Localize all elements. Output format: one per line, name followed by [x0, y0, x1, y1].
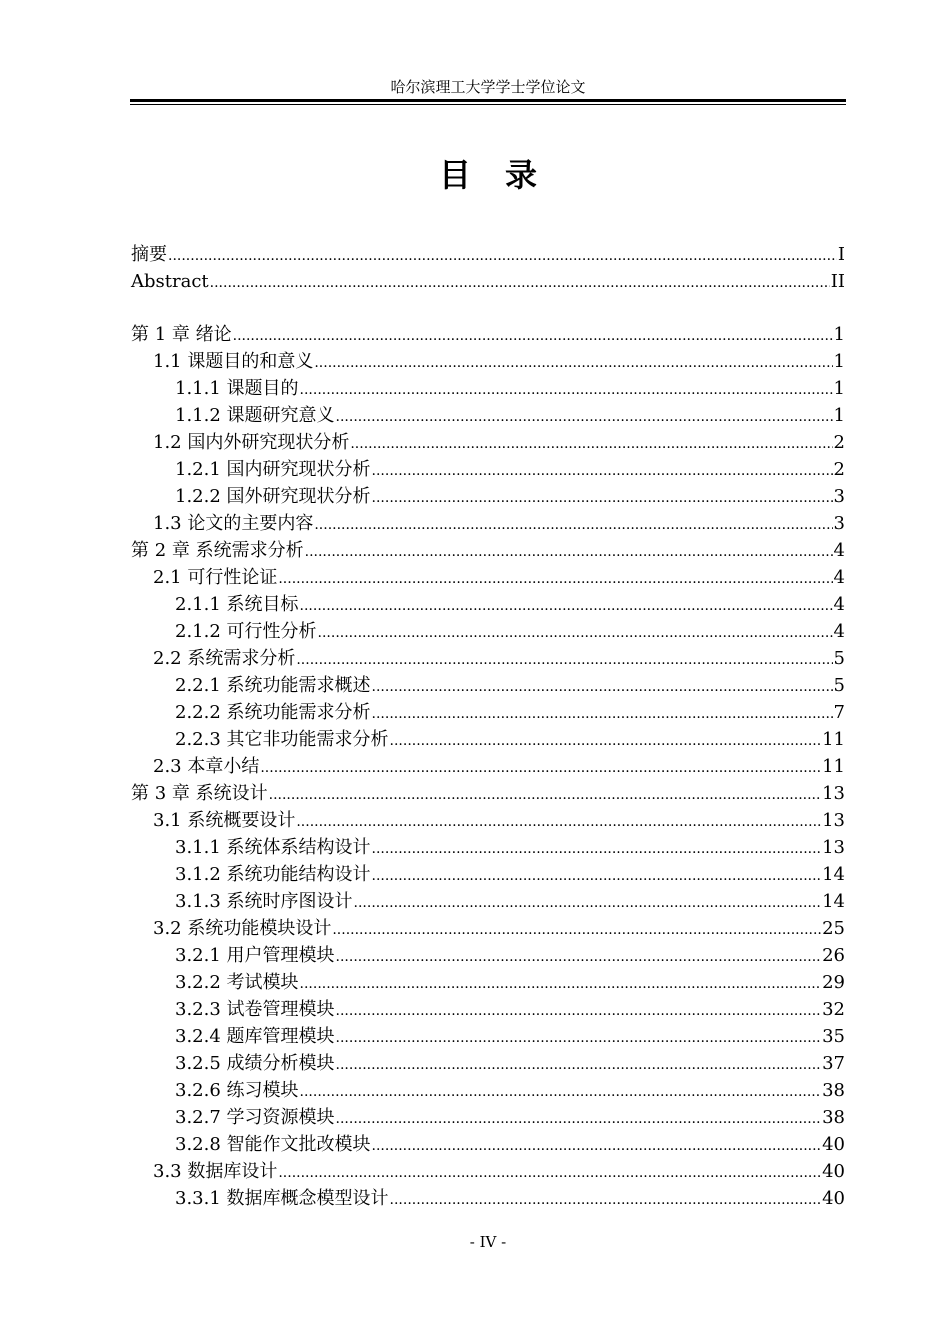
toc-entry-label: 1.1.2 课题研究意义 [175, 405, 335, 426]
toc-entry-page: 11 [822, 729, 845, 750]
toc-entry-page: 14 [822, 891, 845, 912]
toc-entry-label: 3.3 数据库设计 [153, 1161, 278, 1182]
toc-entry[interactable] [131, 726, 845, 753]
toc-entry-label: 3.2.4 题库管理模块 [175, 1026, 335, 1047]
toc-leader-dots [269, 782, 821, 809]
toc-leader-dots [336, 1052, 822, 1079]
toc-entry[interactable] [131, 348, 845, 375]
toc-entry-page: 1 [833, 378, 845, 399]
toc-entry[interactable] [131, 942, 845, 969]
toc-entry-label: 1.2 国内外研究现状分析 [153, 432, 350, 453]
header-rule-thick [130, 99, 846, 102]
toc-leader-dots [296, 647, 832, 674]
toc-entry-label: 摘要 [131, 244, 167, 265]
toc-leader-dots [372, 836, 822, 863]
toc-leader-dots [233, 323, 833, 350]
toc-entry[interactable] [131, 861, 845, 888]
toc-entry[interactable] [131, 645, 845, 672]
toc-entry-page: 2 [833, 432, 845, 453]
toc-entry-page: 13 [822, 783, 845, 804]
toc-entry-label: Abstract [131, 271, 209, 292]
toc-entry-label: 1.1 课题目的和意义 [153, 351, 314, 372]
toc-entry-label: 3.1.2 系统功能结构设计 [175, 864, 371, 885]
toc-entry[interactable] [131, 591, 845, 618]
toc-entry-page: 7 [833, 702, 845, 723]
toc-entry-page: 5 [833, 675, 845, 696]
page-title [130, 150, 846, 196]
toc-leader-dots [372, 701, 833, 728]
toc-leader-dots [300, 971, 822, 998]
toc-entry-page: 3 [833, 486, 845, 507]
toc-entry[interactable] [131, 969, 845, 996]
toc-entry-label: 2.2.2 系统功能需求分析 [175, 702, 371, 723]
toc-entry-label: 3.2.5 成绩分析模块 [175, 1053, 335, 1074]
toc-leader-dots [390, 728, 822, 755]
toc-entry-label: 2.3 本章小结 [153, 756, 260, 777]
toc-leader-dots [336, 1106, 822, 1133]
toc-entry-label: 2.2.3 其它非功能需求分析 [175, 729, 389, 750]
toc-entry-page: 40 [822, 1134, 845, 1155]
toc-entry-label: 3.2.8 智能作文批改模块 [175, 1134, 371, 1155]
toc-leader-dots [318, 620, 833, 647]
toc-entry-page: 1 [833, 324, 845, 345]
toc-leader-dots [350, 431, 832, 458]
toc-entry[interactable] [131, 834, 845, 861]
toc-entry-label: 第 2 章 系统需求分析 [131, 540, 304, 561]
toc-leader-dots [372, 485, 833, 512]
toc-entry-label: 1.3 论文的主要内容 [153, 513, 314, 534]
toc-leader-dots [278, 1160, 821, 1187]
toc-entry-page: 38 [822, 1080, 845, 1101]
toc-entry-page: 35 [822, 1026, 845, 1047]
toc-entry-page: 4 [833, 594, 845, 615]
toc-entry-page: 1 [833, 405, 845, 426]
toc-entry-label: 3.1.3 系统时序图设计 [175, 891, 353, 912]
toc-entry-label: 2.1.1 系统目标 [175, 594, 299, 615]
table-of-contents [131, 241, 845, 1212]
toc-entry[interactable] [131, 537, 845, 564]
toc-entry-label: 2.1.2 可行性分析 [175, 621, 317, 642]
toc-entry[interactable] [131, 699, 845, 726]
toc-entry-page: 25 [822, 918, 845, 939]
toc-entry-label: 1.2.1 国内研究现状分析 [175, 459, 371, 480]
title-char-1: 目 [438, 156, 471, 194]
toc-entry-page: 37 [822, 1053, 845, 1074]
toc-entry[interactable] [131, 375, 845, 402]
toc-entry[interactable] [131, 1131, 845, 1158]
toc-entry-page: 4 [833, 540, 845, 561]
toc-leader-dots [305, 539, 833, 566]
toc-entry-label: 1.2.2 国外研究现状分析 [175, 486, 371, 507]
toc-leader-dots [300, 1079, 822, 1106]
toc-entry[interactable] [131, 1104, 845, 1131]
toc-entry[interactable] [131, 996, 845, 1023]
toc-entry-page: I [837, 244, 845, 265]
toc-entry[interactable] [131, 564, 845, 591]
toc-leader-dots [372, 674, 833, 701]
toc-entry-label: 3.2.2 考试模块 [175, 972, 299, 993]
page-number: - IV - [469, 1233, 507, 1251]
toc-leader-dots [260, 755, 821, 782]
toc-leader-dots [336, 998, 822, 1025]
toc-entry[interactable] [131, 1077, 845, 1104]
toc-leader-dots [210, 270, 830, 297]
toc-leader-dots [332, 917, 821, 944]
toc-entry[interactable] [131, 483, 845, 510]
toc-entry-page: 3 [833, 513, 845, 534]
toc-entry-label: 3.2.3 试卷管理模块 [175, 999, 335, 1020]
toc-leader-dots [168, 243, 837, 270]
toc-leader-dots [336, 404, 833, 431]
toc-entry[interactable] [131, 672, 845, 699]
toc-entry-label: 3.2 系统功能模块设计 [153, 918, 332, 939]
toc-leader-dots [336, 1025, 822, 1052]
toc-leader-dots [300, 593, 833, 620]
toc-entry-page: 13 [822, 837, 845, 858]
toc-entry[interactable] [131, 888, 845, 915]
toc-entry-label: 3.1.1 系统体系结构设计 [175, 837, 371, 858]
toc-entry-label: 第 3 章 系统设计 [131, 783, 268, 804]
header-rule-thin [130, 104, 846, 105]
toc-entry-page: 38 [822, 1107, 845, 1128]
toc-entry-label: 2.2 系统需求分析 [153, 648, 296, 669]
toc-leader-dots [372, 863, 822, 890]
toc-entry-page: 1 [833, 351, 845, 372]
toc-entry[interactable] [131, 268, 845, 295]
toc-entry-page: 26 [822, 945, 845, 966]
toc-entry-label: 第 1 章 绪论 [131, 324, 232, 345]
toc-entry[interactable] [131, 1023, 845, 1050]
toc-leader-dots [300, 377, 833, 404]
toc-entry-label: 3.2.1 用户管理模块 [175, 945, 335, 966]
toc-leader-dots [296, 809, 821, 836]
toc-entry-page: II [830, 271, 845, 292]
toc-entry[interactable] [131, 753, 845, 780]
toc-entry[interactable] [131, 1185, 845, 1212]
toc-entry[interactable] [131, 915, 845, 942]
toc-entry-label: 3.1 系统概要设计 [153, 810, 296, 831]
toc-leader-dots [314, 512, 832, 539]
toc-entry[interactable] [131, 618, 845, 645]
toc-entry-page: 2 [833, 459, 845, 480]
toc-entry[interactable] [131, 807, 845, 834]
toc-entry[interactable] [131, 241, 845, 268]
toc-entry-label: 1.1.1 课题目的 [175, 378, 299, 399]
toc-entry-page: 14 [822, 864, 845, 885]
toc-entry[interactable] [131, 429, 845, 456]
toc-entry-label: 3.2.7 学习资源模块 [175, 1107, 335, 1128]
toc-entry-label: 3.3.1 数据库概念模型设计 [175, 1188, 389, 1209]
toc-entry[interactable] [131, 780, 845, 807]
toc-entry[interactable] [131, 510, 845, 537]
toc-entry[interactable] [131, 1050, 845, 1077]
toc-entry-page: 5 [833, 648, 845, 669]
running-header: 哈尔滨理工大学学士学位论文 [390, 78, 586, 96]
toc-entry-page: 40 [822, 1188, 845, 1209]
toc-entry-page: 40 [822, 1161, 845, 1182]
toc-entry[interactable] [131, 321, 845, 348]
toc-entry-page: 4 [833, 567, 845, 588]
title-char-2: 录 [505, 156, 538, 194]
toc-leader-dots [354, 890, 822, 917]
toc-entry[interactable] [131, 402, 845, 429]
toc-leader-dots [372, 458, 833, 485]
toc-entry-page: 29 [822, 972, 845, 993]
toc-leader-dots [314, 350, 832, 377]
toc-entry-label: 2.2.1 系统功能需求概述 [175, 675, 371, 696]
toc-entry-page: 4 [833, 621, 845, 642]
toc-entry-page: 11 [822, 756, 845, 777]
toc-entry[interactable] [131, 1158, 845, 1185]
toc-entry[interactable] [131, 456, 845, 483]
toc-leader-dots [372, 1133, 822, 1160]
toc-entry-page: 32 [822, 999, 845, 1020]
toc-leader-dots [336, 944, 822, 971]
toc-entry-page: 13 [822, 810, 845, 831]
toc-leader-dots [278, 566, 832, 593]
toc-leader-dots [390, 1187, 822, 1214]
toc-entry-label: 3.2.6 练习模块 [175, 1080, 299, 1101]
toc-entry-label: 2.1 可行性论证 [153, 567, 278, 588]
